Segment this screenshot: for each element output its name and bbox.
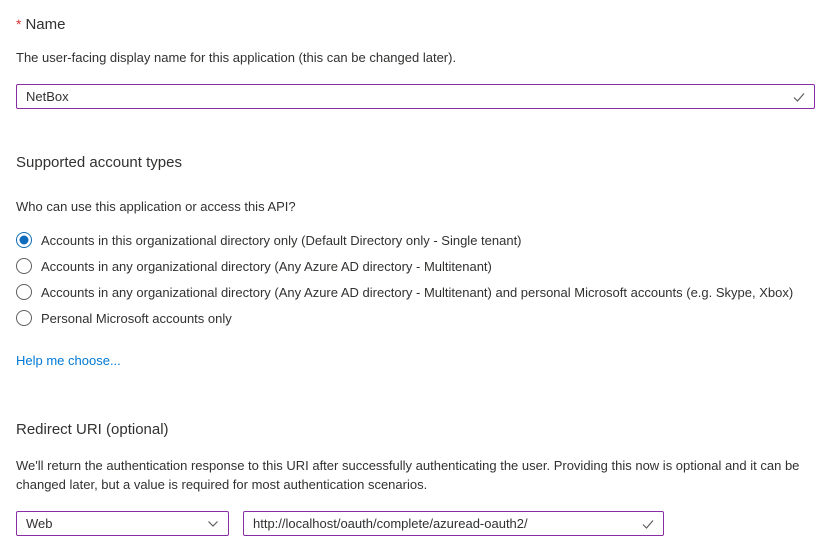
chevron-down-icon xyxy=(206,517,220,531)
radio-button-icon[interactable] xyxy=(16,310,32,326)
radio-option-multitenant[interactable] xyxy=(16,253,815,279)
redirect-uri-row xyxy=(16,511,815,536)
radio-option-multitenant-personal[interactable] xyxy=(16,279,815,305)
redirect-uri-input-wrap xyxy=(243,511,664,536)
radio-button-icon[interactable] xyxy=(16,232,32,248)
redirect-uri-description: We'll return the authentication response to this URI after successfully authenticating the user. Providing this now is optional and it can be changed later, but a value is required for most authentication scenarios. xyxy=(16,458,800,492)
required-asterisk: * xyxy=(16,16,22,32)
help-me-choose-link[interactable]: Help me choose... xyxy=(16,353,121,368)
name-label: Name xyxy=(25,16,66,33)
name-section-heading xyxy=(16,14,815,35)
name-input[interactable] xyxy=(16,84,815,109)
radio-option-personal-only[interactable] xyxy=(16,305,815,331)
account-type-radio-group xyxy=(16,227,815,331)
radio-option-label: Accounts in any organizational directory (Any Azure AD directory - Multitenant) and personal Microsoft accounts (e.g. Skype, Xbox) xyxy=(41,284,794,300)
redirect-uri-input[interactable] xyxy=(243,511,664,536)
supported-account-types-heading: Supported account types xyxy=(16,154,182,171)
name-description: The user-facing display name for this application (this can be changed later). xyxy=(16,50,457,65)
name-input-wrap xyxy=(16,84,815,109)
platform-select[interactable] xyxy=(16,511,229,536)
radio-option-label: Personal Microsoft accounts only xyxy=(41,310,232,326)
account-types-question: Who can use this application or access this API? xyxy=(16,199,296,214)
radio-button-icon[interactable] xyxy=(16,284,32,300)
radio-option-label: Accounts in this organizational directory only (Default Directory only - Single tenant) xyxy=(41,232,522,248)
radio-option-single-tenant[interactable] xyxy=(16,227,815,253)
platform-select-value: Web xyxy=(26,516,53,531)
redirect-uri-heading: Redirect URI (optional) xyxy=(16,421,169,438)
radio-option-label: Accounts in any organizational directory (Any Azure AD directory - Multitenant) xyxy=(41,258,492,274)
radio-button-icon[interactable] xyxy=(16,258,32,274)
